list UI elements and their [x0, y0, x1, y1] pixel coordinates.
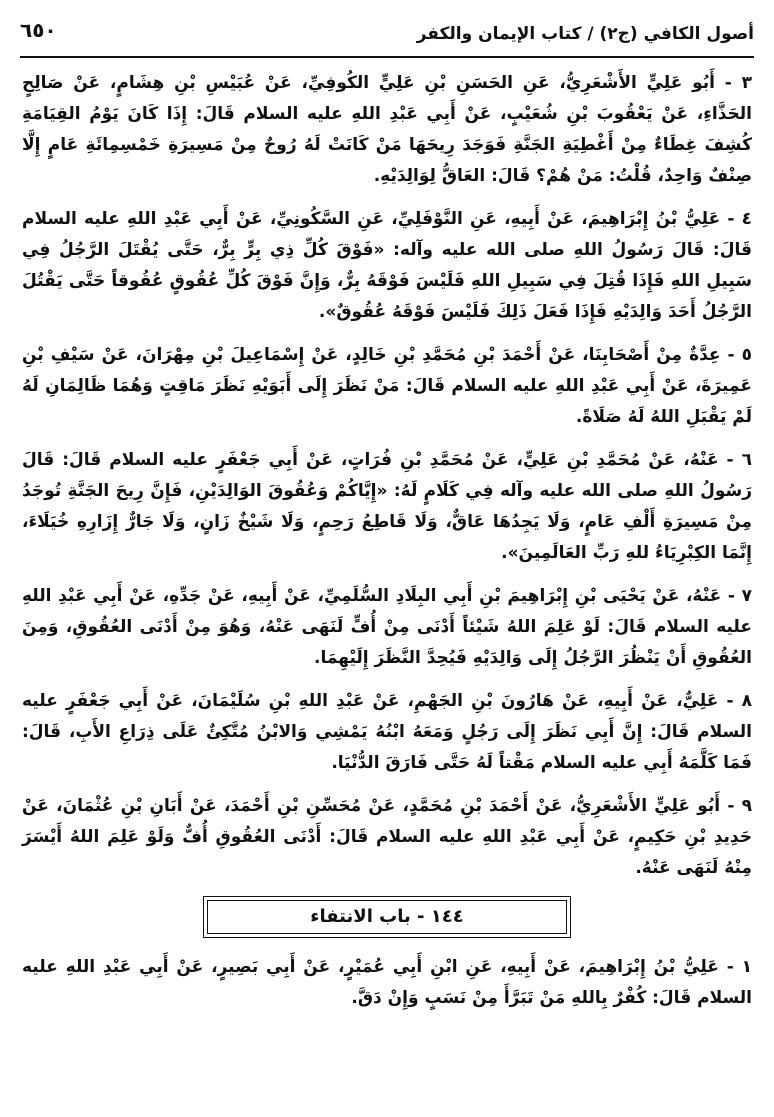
page-header	[20, 18, 754, 58]
running-title: أصول الكافي (ج٢) / كتاب الإيمان والكفر	[416, 24, 754, 44]
hadith-paragraph-3: ٣ - أَبُو عَلِيٍّ الأَشْعَرِيُّ، عَنِ الحَسَنِ بْنِ عَلِيٍّ الكُوفِيِّ، عَنْ عُبَيْسِ بْنِ هِشَامٍ، عَنْ صَالِحٍ الحَذَّاءِ، عَنْ يَعْقُوبَ بْنِ شُعَيْبٍ، عَنْ أَبِي عَبْدِ اللهِ عليه السلام قَالَ: إِذَا كَانَ يَوْمُ القِيَامَةِ كُشِفَ غِطَاءٌ مِنْ أَغْطِيَةِ الجَنَّةِ فَوَجَدَ رِيحَهَا مَنْ كَانَتْ لَهُ رُوحٌ مِنْ مَسِيرَةِ خَمْسِمِائَةِ عَامٍ إِلَّا صِنْفٌ وَاحِدٌ، قُلْتُ: مَنْ هُمْ؟ قَالَ: العَاقُّ لِوَالِدَيْهِ.	[22, 73, 752, 186]
chapter-heading-box	[203, 896, 571, 938]
hadith-paragraph-6: ٦ - عَنْهُ، عَنْ مُحَمَّدِ بْنِ عَلِيٍّ، عَنْ مُحَمَّدِ بْنِ فُرَاتٍ، عَنْ أَبِي جَعْفَرٍ عليه السلام قَالَ: قَالَ رَسُولُ اللهِ صلى الله عليه وآله فِي كَلَامٍ لَهُ: «إِيَّاكُمْ وَعُقُوقَ الوَالِدَيْنِ، فَإِنَّ رِيحَ الجَنَّةِ تُوجَدُ مِنْ مَسِيرَةِ أَلْفِ عَامٍ، وَلَا يَجِدُهَا عَاقٌّ، وَلَا قَاطِعُ رَحِمٍ، وَلَا شَيْخٌ زَانٍ، وَلَا جَارٌّ إِزَارِهِ خُيَلَاءَ، إِنَّمَا الكِبْرِيَاءُ للهِ رَبِّ العَالَمِينَ».	[22, 450, 752, 563]
chapter-hadith-paragraph-1: ١ - عَلِيُّ بْنُ إِبْرَاهِيمَ، عَنْ أَبِيهِ، عَنِ ابْنِ أَبِي عُمَيْرٍ، عَنْ أَبِي بَصِيرٍ، عَنْ أَبِي عَبْدِ اللهِ عليه السلام قَالَ: كُفْرٌ بِاللهِ مَنْ تَبَرَّأَ مِنْ نَسَبٍ وَإِنْ دَقَّ.	[22, 957, 752, 1008]
hadith-paragraph-8: ٨ - عَلِيٌّ، عَنْ أَبِيهِ، عَنْ هَارُونَ بْنِ الجَهْمِ، عَنْ عَبْدِ اللهِ بْنِ سُلَيْمَانَ، عَنْ أَبِي جَعْفَرٍ عليه السلام قَالَ: إِنَّ أَبِي نَظَرَ إِلَى رَجُلٍ وَمَعَهُ ابْنُهُ يَمْشِي وَالابْنُ مُتَّكِئٌ عَلَى ذِرَاعِ الأَبِ، قَالَ: فَمَا كَلَّمَهُ أَبِي عليه السلام مَقْتاً لَهُ حَتَّى فَارَقَ الدُّنْيَا.	[22, 691, 752, 773]
hadith-paragraph-9: ٩ - أَبُو عَلِيٍّ الأَشْعَرِيُّ، عَنْ أَحْمَدَ بْنِ مُحَمَّدٍ، عَنْ مُحَسِّنِ بْنِ أَحْمَدَ، عَنْ أَبَانِ بْنِ عُثْمَانَ، عَنْ حَدِيدِ بْنِ حَكِيمٍ، عَنْ أَبِي عَبْدِ اللهِ عليه السلام قَالَ: أَدْنَى العُقُوقِ أُفٌّ وَلَوْ عَلِمَ اللهُ أَيْسَرَ مِنْهُ لَنَهَى عَنْهُ.	[22, 796, 752, 878]
page-body	[22, 68, 752, 1026]
page-number: ٦٥٠	[20, 18, 57, 42]
chapter-heading: ١٤٤ - باب الانتفاء	[207, 900, 567, 934]
header-divider	[20, 56, 754, 58]
hadith-paragraph-5: ٥ - عِدَّةٌ مِنْ أَصْحَابِنَا، عَنْ أَحْمَدَ بْنِ مُحَمَّدِ بْنِ خَالِدٍ، عَنْ إِسْمَاعِيلَ بْنِ مِهْرَانَ، عَنْ سَيْفِ بْنِ عَمِيرَةَ، عَنْ أَبِي عَبْدِ اللهِ عليه السلام قَالَ: مَنْ نَظَرَ إِلَى أَبَوَيْهِ نَظَرَ مَاقِتٍ وَهُمَا ظَالِمَانِ لَهُ لَمْ يَقْبَلِ اللهُ لَهُ صَلَاةً.	[22, 345, 752, 427]
hadith-paragraph-4: ٤ - عَلِيُّ بْنُ إِبْرَاهِيمَ، عَنْ أَبِيهِ، عَنِ النَّوْفَلِيِّ، عَنِ السَّكُونِيِّ، عَنْ أَبِي عَبْدِ اللهِ عليه السلام قَالَ: قَالَ رَسُولُ اللهِ صلى الله عليه وآله: «فَوْقَ كُلِّ ذِي بِرٍّ بِرٌّ، حَتَّى يُقْتَلَ الرَّجُلُ فِي سَبِيلِ اللهِ فَإِذَا قُتِلَ فِي سَبِيلِ اللهِ فَلَيْسَ فَوْقَهُ بِرٌّ، وَإِنَّ فَوْقَ كُلِّ عُقُوقٍ عُقُوقاً حَتَّى يَقْتُلَ الرَّجُلُ أَحَدَ وَالِدَيْهِ فَإِذَا فَعَلَ ذَلِكَ فَلَيْسَ فَوْقَهُ عُقُوقٌ».	[22, 209, 752, 322]
hadith-paragraph-7: ٧ - عَنْهُ، عَنْ يَحْيَى بْنِ إِبْرَاهِيمَ بْنِ أَبِي البِلَادِ السُّلَمِيِّ، عَنْ أَبِيهِ، عَنْ جَدِّهِ، عَنْ أَبِي عَبْدِ اللهِ عليه السلام قَالَ: لَوْ عَلِمَ اللهُ شَيْئاً أَدْنَى مِنْ أُفٍّ لَنَهَى عَنْهُ، وَهُوَ مِنْ أَدْنَى العُقُوقِ، وَمِنَ العُقُوقِ أَنْ يَنْظُرَ الرَّجُلُ إِلَى وَالِدَيْهِ فَيُحِدَّ النَّظَرَ إِلَيْهِمَا.	[22, 586, 752, 668]
